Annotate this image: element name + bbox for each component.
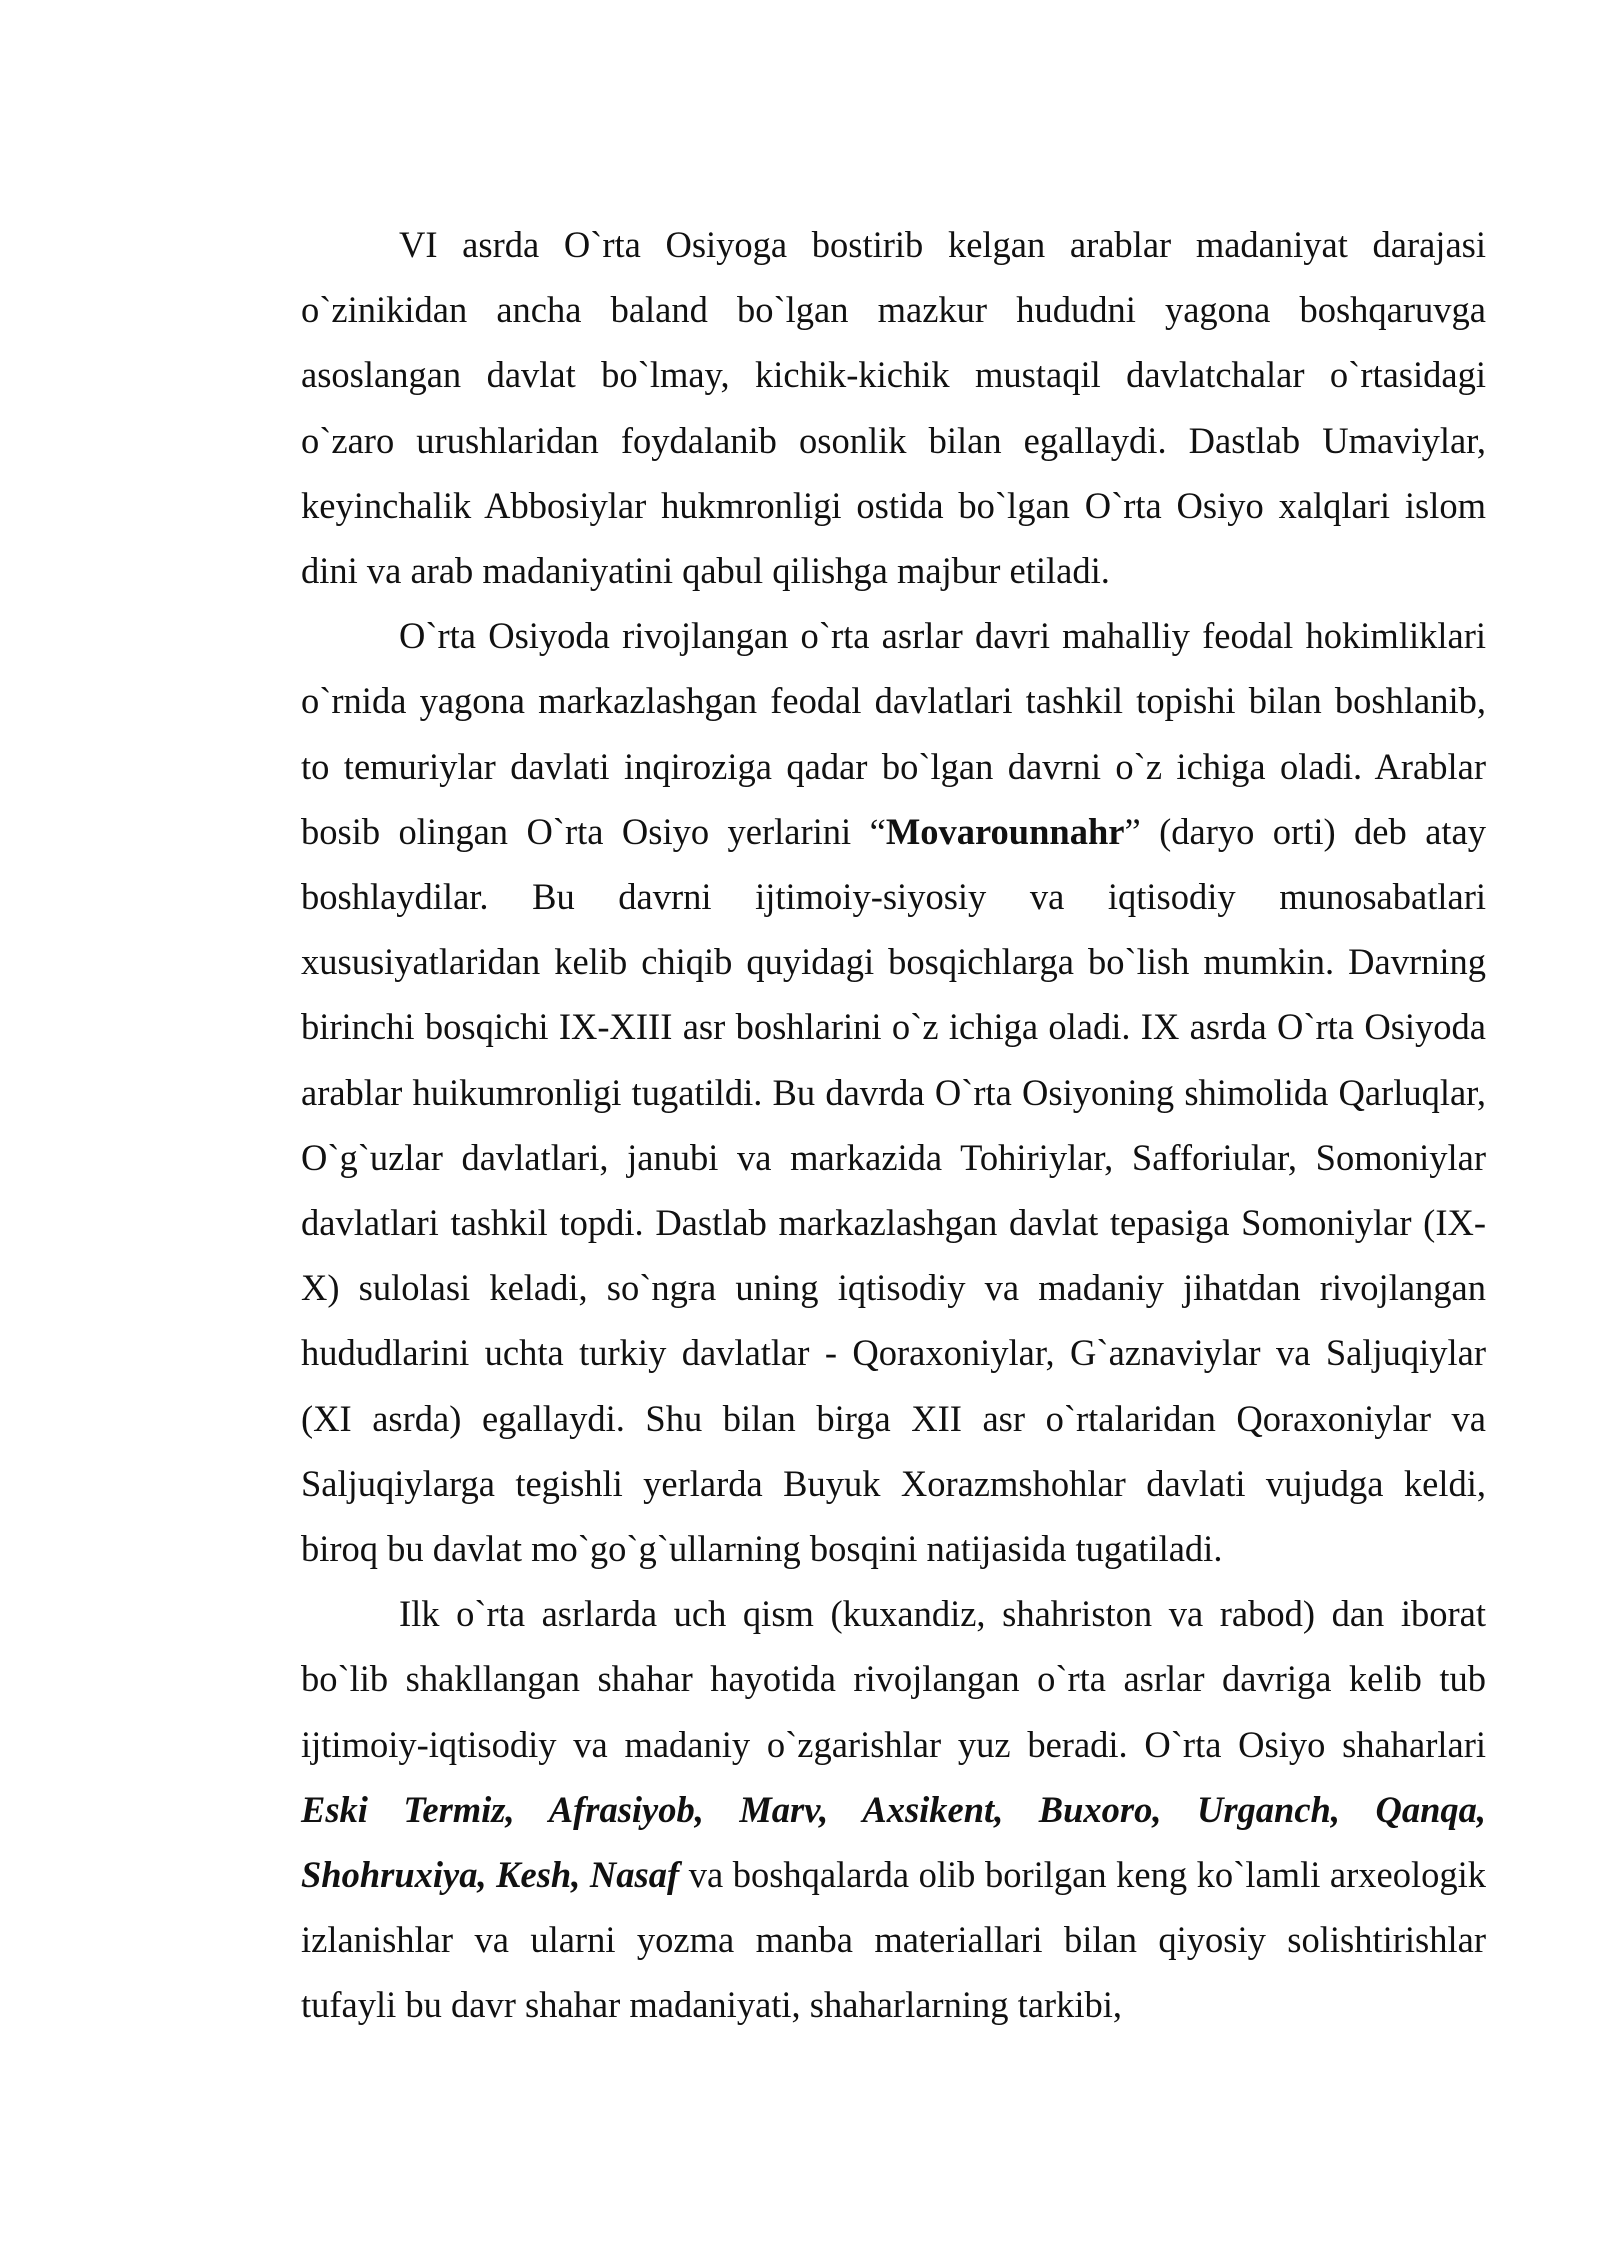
paragraph-text: O`rta Osiyoda rivojlangan o`rta asrlar davri mahalliy feodal hokimliklari o`rnida yagona markazlashgan feodal davlatlari tashkil topishi bilan boshlanib, to temuriylar davlati inqiroziga qadar bo`lgan davrni o`z ichiga oladi. Arablar bosib olingan O`rta Osiyo yerlarini “ xyxy=(301,615,1486,852)
paragraph-arab-conquest xyxy=(301,212,1486,603)
paragraph-text: va boshqalarda olib borilgan keng ko`lamli arxeologik izlanishlar va ularni yozma manba materiallari bilan qiyosiy solishtirishlar tufayli bu davr shahar madaniyati, shaharlarning tarkibi, xyxy=(301,1854,1486,2026)
paragraph-text: ” (daryo orti) deb atay boshlaydilar. Bu davrni ijtimoiy-siyosiy va iqtisodiy munosabatlari xususiyatlaridan kelib chiqib quyidagi bosqichlarga bo`lish mumkin. Davrning birinchi bosqichi IX-XIII asr boshlarini o`z ichiga oladi. IX asrda O`rta Osiyoda arablar huikumronligi tugatildi. Bu davrda O`rta Osiyoning shimolida Qarluqlar, O`g`uzlar davlatlari, janubi va markazida Tohiriylar, Safforiular, Somoniylar davlatlari tashkil topdi. Dastlab markazlashgan davlat tepasiga Somoniylar (IX-X) sulolasi keladi, so`ngra uning iqtisodiy va madaniy jihatdan rivojlangan hududlarini uchta turkiy davlatlar - Qoraxoniylar, G`aznaviylar va Saljuqiylar (XI asrda) egallaydi. Shu bilan birga XII asr o`rtalaridan Qoraxoniylar va Saljuqiylarga tegishli yerlarda Buyuk Xorazmshohlar davlati vujudga keldi, biroq bu davlat mo`go`g`ullarning bosqini natijasida tugatiladi. xyxy=(301,810,1486,1570)
bold-italic-city-names: Eski Termiz, Afrasiyob, Marv, Axsikent, Buxoro, Urganch, Qanqa, Shohruxiya, Kesh, Nasaf xyxy=(301,1788,1486,1896)
paragraph-city-life xyxy=(301,1581,1486,2037)
paragraph-text: Ilk o`rta asrlarda uch qism (kuxandiz, shahriston va rabod) dan iborat bo`lib shakllangan shahar hayotida rivojlangan o`rta asrlar davriga kelib tub ijtimoiy-iqtisodiy va madaniy o`zgarishlar yuz beradi. O`rta Osiyo shaharlari xyxy=(301,1593,1486,1765)
paragraph-medieval-period xyxy=(301,603,1486,1581)
document-body xyxy=(301,212,1486,2038)
paragraph-text: VI asrda O`rta Osiyoga bostirib kelgan arablar madaniyat darajasi o`zinikidan ancha baland bo`lgan mazkur hududni yagona boshqaruvga asoslangan davlat bo`lmay, kichik-kichik mustaqil davlatchalar o`rtasidagi o`zaro urushlaridan foydalanib osonlik bilan egallaydi. Dastlab Umaviylar, keyinchalik Abbosiylar hukmronligi ostida bo`lgan O`rta Osiyo xalqlari islom dini va arab madaniyatini qabul qilishga majbur etiladi. xyxy=(301,224,1486,592)
bold-term-movarounnahr: Movarounnahr xyxy=(885,810,1125,852)
